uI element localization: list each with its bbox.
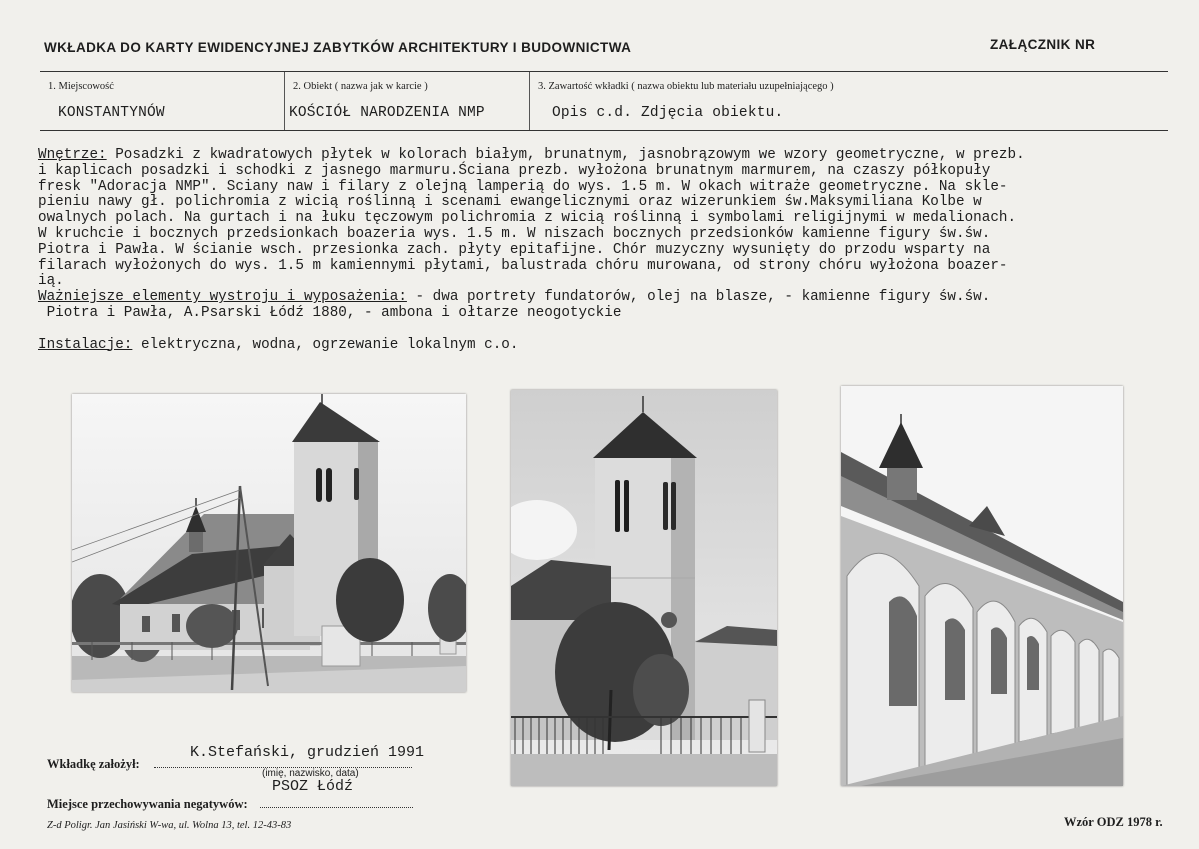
field-locality-value: KONSTANTYNÓW bbox=[58, 105, 165, 121]
field-object bbox=[285, 72, 530, 130]
elements-line-1: - dwa portrety fundatorów, olej na blasze, - kamienne figury św.św. bbox=[406, 289, 991, 306]
form-title: WKŁADKA DO KARTY EWIDENCYJNEJ ZABYTKÓW ARCHITEKTURY I BUDOWNICTWA bbox=[44, 40, 632, 55]
author-hint: (imię, nazwisko, data) bbox=[262, 768, 359, 779]
elements-heading: Ważniejsze elementy wystroju i wyposażenia: bbox=[38, 289, 407, 306]
field-locality-label: 1. Miejscowość bbox=[48, 81, 114, 92]
interior-line-2: i kaplicach posadzki i schodki z jasnego marmuru.Ściana prezb. wyłożona brunatnym marmurem, na czaszy półkopuły bbox=[38, 162, 991, 179]
photo-church-overview bbox=[72, 394, 466, 692]
negatives-storage-label: Miejsce przechowywania negatywów: bbox=[47, 797, 248, 811]
elements-line-2: Piotra i Pawła, A.Psarski Łódź 1880, - ambona i ołtarze neogotyckie bbox=[38, 304, 622, 321]
interior-line-1: Posadzki z kwadratowych płytek w kolorach białym, brunatnym, jasnobrązowym we wzory geometryczne, w prezb. bbox=[106, 147, 1025, 163]
interior-line-7: Piotra i Pawła. W ścianie wsch. przesionka zach. płyty epitafijne. Chór muzyczny wysunięty do przodu wsparty na bbox=[38, 241, 991, 258]
interior-line-3: fresk "Adoracja NMP". Sciany naw i filary z olejną lamperią do wys. 1.5 m. W okach witraże geometryczne. Na sklе- bbox=[38, 178, 1008, 195]
interior-line-5: owalnych polach. Na gurtach i na łuku tęczowym polichromia z wicią roślinną i symbolami religijnymi w medalionach. bbox=[38, 210, 1017, 227]
printer-imprint: Z-d Poligr. Jan Jasiński W-wa, ul. Wolna 13, tel. 12-43-83 bbox=[47, 820, 292, 831]
author-label: Wkładkę założył: bbox=[47, 757, 140, 771]
interior-line-4: pieniu nawy gł. polichromia z wicią roślinną i scenami ewangelicznymi oraz wizerunkiem św.Maksymiliana Kolbe w bbox=[38, 194, 982, 211]
attachment-number-label: ZAŁĄCZNIK NR bbox=[990, 37, 1096, 52]
interior-line-8: filarach wyłożonych do wys. 1.5 m kamiennymi płytami, balustrada chóru murowana, od strony chóru wyłożona boazer- bbox=[38, 257, 1008, 274]
description-text bbox=[38, 148, 1198, 353]
field-object-label: 2. Obiekt ( nazwa jak w karcie ) bbox=[293, 81, 428, 92]
form-model-label: Wzór ODZ 1978 r. bbox=[1064, 815, 1163, 829]
field-contents bbox=[530, 72, 1168, 130]
field-object-value: KOŚCIÓŁ NARODZENIA NMP bbox=[289, 105, 485, 121]
form-fields-table bbox=[40, 71, 1168, 131]
installations-text: elektryczna, wodna, ogrzewanie lokalnym c.o. bbox=[132, 336, 519, 353]
field-locality bbox=[40, 72, 285, 130]
photo-church-arcade bbox=[841, 386, 1123, 786]
author-value: K.Stefański, grudzień 1991 bbox=[190, 744, 425, 761]
field-contents-value: Opis c.d. Zdjęcia obiektu. bbox=[552, 105, 784, 121]
negatives-storage-value: PSOZ Łódź bbox=[272, 778, 354, 795]
interior-line-9: ią. bbox=[38, 273, 64, 290]
interior-heading: Wnętrze: bbox=[38, 147, 107, 163]
photo-church-tower bbox=[511, 390, 777, 786]
installations-heading: Instalacje: bbox=[38, 336, 133, 353]
interior-line-6: W kruchcie i bocznych przedsionkach boazeria wys. 1.5 m. W niszach bocznych przedsionków kamienne figury św.św. bbox=[38, 225, 991, 242]
negatives-storage-dotted-line bbox=[260, 807, 413, 808]
field-contents-label: 3. Zawartość wkładki ( nazwa obiektu lub materiału uzupełniającego ) bbox=[538, 81, 834, 92]
